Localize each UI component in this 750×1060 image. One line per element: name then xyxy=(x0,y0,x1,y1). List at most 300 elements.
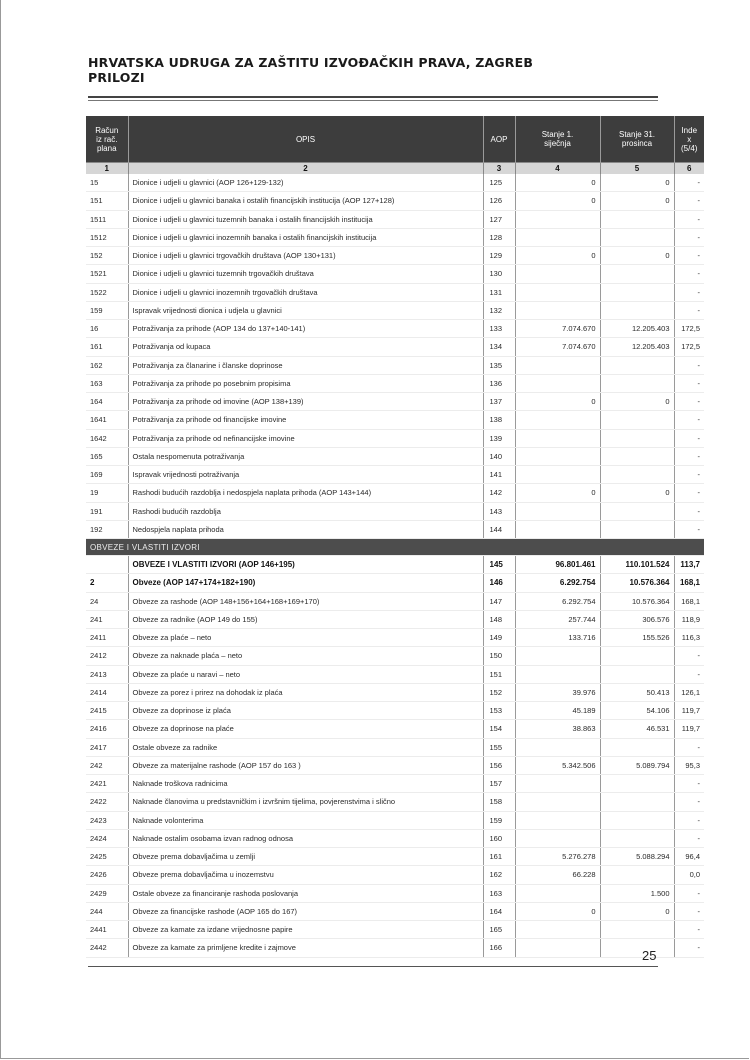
table-row xyxy=(86,629,704,647)
cell-racun: 1511 xyxy=(86,210,128,228)
cell-racun: 191 xyxy=(86,502,128,520)
document-title: HRVATSKA UDRUGA ZA ZAŠTITU IZVOĐAČKIH PRAVA, ZAGREB xyxy=(88,55,534,70)
cell-indeks: 168,1 xyxy=(674,574,704,592)
cell-opis: Dionice i udjeli u glavnici trgovačkih društava (AOP 130+131) xyxy=(128,247,483,265)
cell-stanje-1: 5.342.506 xyxy=(515,756,600,774)
cell-racun: 192 xyxy=(86,520,128,538)
cell-aop: 136 xyxy=(483,374,515,392)
cell-indeks: - xyxy=(674,793,704,811)
cell-stanje-31 xyxy=(600,283,674,301)
table-row xyxy=(86,447,704,465)
cell-indeks: - xyxy=(674,356,704,374)
cell-aop: 133 xyxy=(483,320,515,338)
cell-indeks: - xyxy=(674,210,704,228)
cell-racun: 241 xyxy=(86,610,128,628)
cell-racun: 2426 xyxy=(86,866,128,884)
cell-indeks: 116,3 xyxy=(674,629,704,647)
cell-aop: 160 xyxy=(483,829,515,847)
cell-stanje-1: 0 xyxy=(515,174,600,192)
cell-racun: 164 xyxy=(86,393,128,411)
cell-stanje-31: 5.089.794 xyxy=(600,756,674,774)
cell-opis: Potraživanja za članarine i članske doprinose xyxy=(128,356,483,374)
table-row xyxy=(86,556,704,574)
cell-indeks: - xyxy=(674,228,704,246)
table-row xyxy=(86,374,704,392)
column-number-row xyxy=(86,163,704,175)
cell-aop: 157 xyxy=(483,775,515,793)
column-header-row xyxy=(86,116,704,163)
cell-opis: Obveze za plaće u naravi – neto xyxy=(128,665,483,683)
cell-racun: 151 xyxy=(86,192,128,210)
table-row xyxy=(86,775,704,793)
cell-indeks: 172,5 xyxy=(674,338,704,356)
cell-indeks: - xyxy=(674,738,704,756)
cell-aop: 125 xyxy=(483,174,515,192)
cell-aop: 155 xyxy=(483,738,515,756)
table-row xyxy=(86,866,704,884)
cell-opis: Ostale obveze za financiranje rashoda poslovanja xyxy=(128,884,483,902)
column-header-indeks: Inde x (5/4) xyxy=(674,116,704,163)
cell-stanje-1: 96.801.461 xyxy=(515,556,600,574)
cell-racun: 2429 xyxy=(86,884,128,902)
table-header xyxy=(86,116,704,174)
cell-stanje-31 xyxy=(600,447,674,465)
table-row xyxy=(86,247,704,265)
table-row xyxy=(86,228,704,246)
table-row xyxy=(86,174,704,192)
cell-aop: 141 xyxy=(483,466,515,484)
cell-indeks: - xyxy=(674,902,704,920)
cell-indeks: - xyxy=(674,466,704,484)
cell-stanje-31: 0 xyxy=(600,393,674,411)
cell-aop: 131 xyxy=(483,283,515,301)
column-header-stanje-1: Stanje 1. siječnja xyxy=(515,116,600,163)
cell-opis: Obveze za porez i prirez na dohodak iz plaća xyxy=(128,683,483,701)
cell-stanje-1 xyxy=(515,356,600,374)
cell-aop: 151 xyxy=(483,665,515,683)
cell-stanje-31 xyxy=(600,429,674,447)
cell-stanje-1: 38.863 xyxy=(515,720,600,738)
table-row xyxy=(86,902,704,920)
cell-aop: 126 xyxy=(483,192,515,210)
cell-indeks: - xyxy=(674,811,704,829)
cell-stanje-1 xyxy=(515,921,600,939)
cell-stanje-31: 155.526 xyxy=(600,629,674,647)
cell-racun: 2413 xyxy=(86,665,128,683)
cell-opis: Ostale obveze za radnike xyxy=(128,738,483,756)
cell-indeks: - xyxy=(674,429,704,447)
cell-racun: 152 xyxy=(86,247,128,265)
cell-stanje-1 xyxy=(515,647,600,665)
table-row xyxy=(86,574,704,592)
cell-opis: Potraživanja za prihode od financijske imovine xyxy=(128,411,483,429)
cell-stanje-31 xyxy=(600,647,674,665)
cell-indeks: 126,1 xyxy=(674,683,704,701)
header-rule-thick xyxy=(88,96,658,98)
cell-opis: Naknade ostalim osobama izvan radnog odnosa xyxy=(128,829,483,847)
cell-stanje-31 xyxy=(600,301,674,319)
table-row xyxy=(86,829,704,847)
cell-indeks: - xyxy=(674,520,704,538)
column-number: 5 xyxy=(600,163,674,175)
cell-aop: 156 xyxy=(483,756,515,774)
cell-racun: 2423 xyxy=(86,811,128,829)
cell-opis: Potraživanja za prihode od imovine (AOP 138+139) xyxy=(128,393,483,411)
cell-racun: 165 xyxy=(86,447,128,465)
cell-opis: Rashodi budućih razdoblja i nedospjela naplata prihoda (AOP 143+144) xyxy=(128,484,483,502)
table-row xyxy=(86,265,704,283)
cell-racun: 1641 xyxy=(86,411,128,429)
table-row xyxy=(86,756,704,774)
cell-opis: Obveze za kamate za primljene kredite i zajmove xyxy=(128,939,483,957)
cell-indeks: - xyxy=(674,484,704,502)
section-label: OBVEZE I VLASTITI IZVORI xyxy=(86,539,704,556)
cell-stanje-31: 5.088.294 xyxy=(600,848,674,866)
column-number: 6 xyxy=(674,163,704,175)
cell-opis: Potraživanja za prihode (AOP 134 do 137+140-141) xyxy=(128,320,483,338)
cell-aop: 153 xyxy=(483,702,515,720)
cell-indeks: - xyxy=(674,884,704,902)
cell-aop: 135 xyxy=(483,356,515,374)
cell-racun: 2425 xyxy=(86,848,128,866)
cell-aop: 138 xyxy=(483,411,515,429)
cell-aop: 134 xyxy=(483,338,515,356)
cell-opis: Obveze prema dobavljačima u zemlji xyxy=(128,848,483,866)
footer-rule xyxy=(88,966,658,967)
cell-aop: 143 xyxy=(483,502,515,520)
cell-racun: 2415 xyxy=(86,702,128,720)
cell-indeks: - xyxy=(674,192,704,210)
cell-opis: Dionice i udjeli u glavnici inozemnih banaka i ostalih financijskih institucija xyxy=(128,228,483,246)
cell-stanje-1 xyxy=(515,738,600,756)
cell-racun: 242 xyxy=(86,756,128,774)
cell-stanje-1: 6.292.754 xyxy=(515,592,600,610)
cell-stanje-1 xyxy=(515,520,600,538)
cell-stanje-1 xyxy=(515,429,600,447)
cell-opis: Obveze za rashode (AOP 148+156+164+168+169+170) xyxy=(128,592,483,610)
cell-opis: Obveze za materijalne rashode (AOP 157 do 163 ) xyxy=(128,756,483,774)
cell-indeks: - xyxy=(674,939,704,957)
cell-stanje-31 xyxy=(600,921,674,939)
cell-racun: 19 xyxy=(86,484,128,502)
table-row xyxy=(86,811,704,829)
cell-racun: 16 xyxy=(86,320,128,338)
cell-stanje-31 xyxy=(600,866,674,884)
cell-racun: 244 xyxy=(86,902,128,920)
cell-stanje-1: 0 xyxy=(515,192,600,210)
cell-aop: 154 xyxy=(483,720,515,738)
cell-stanje-31 xyxy=(600,738,674,756)
table-row xyxy=(86,520,704,538)
column-number: 4 xyxy=(515,163,600,175)
cell-aop: 158 xyxy=(483,793,515,811)
document-subtitle: PRILOZI xyxy=(88,70,145,85)
cell-stanje-31 xyxy=(600,411,674,429)
cell-aop: 148 xyxy=(483,610,515,628)
table-row xyxy=(86,484,704,502)
cell-stanje-31 xyxy=(600,665,674,683)
cell-stanje-31: 10.576.364 xyxy=(600,592,674,610)
cell-aop: 152 xyxy=(483,683,515,701)
cell-stanje-31: 10.576.364 xyxy=(600,574,674,592)
cell-stanje-1 xyxy=(515,665,600,683)
document-header xyxy=(88,55,658,101)
column-header-opis: OPIS xyxy=(128,116,483,163)
cell-stanje-31: 0 xyxy=(600,484,674,502)
cell-stanje-1 xyxy=(515,884,600,902)
table-row xyxy=(86,466,704,484)
cell-indeks: - xyxy=(674,502,704,520)
cell-indeks: - xyxy=(674,665,704,683)
cell-stanje-1: 0 xyxy=(515,484,600,502)
cell-stanje-31 xyxy=(600,228,674,246)
cell-opis: Obveze za kamate za izdane vrijednosne papire xyxy=(128,921,483,939)
cell-stanje-1: 0 xyxy=(515,393,600,411)
cell-stanje-31 xyxy=(600,265,674,283)
cell-stanje-1: 133.716 xyxy=(515,629,600,647)
cell-stanje-1: 257.744 xyxy=(515,610,600,628)
cell-aop: 130 xyxy=(483,265,515,283)
cell-stanje-31: 50.413 xyxy=(600,683,674,701)
cell-aop: 140 xyxy=(483,447,515,465)
cell-opis: Ispravak vrijednosti dionica i udjela u glavnici xyxy=(128,301,483,319)
cell-stanje-31: 0 xyxy=(600,902,674,920)
cell-opis: Obveze za plaće – neto xyxy=(128,629,483,647)
cell-indeks: 96,4 xyxy=(674,848,704,866)
cell-racun: 2424 xyxy=(86,829,128,847)
cell-stanje-31: 306.576 xyxy=(600,610,674,628)
table-row xyxy=(86,610,704,628)
cell-aop: 127 xyxy=(483,210,515,228)
table-row xyxy=(86,702,704,720)
cell-indeks: 172,5 xyxy=(674,320,704,338)
cell-stanje-1 xyxy=(515,466,600,484)
cell-indeks: - xyxy=(674,283,704,301)
cell-indeks: - xyxy=(674,775,704,793)
cell-opis: Dionice i udjeli u glavnici banaka i ostalih financijskih institucija (AOP 127+128) xyxy=(128,192,483,210)
cell-aop: 163 xyxy=(483,884,515,902)
cell-indeks: 168,1 xyxy=(674,592,704,610)
cell-indeks: 118,9 xyxy=(674,610,704,628)
balance-sheet-table xyxy=(86,116,704,958)
table-row xyxy=(86,210,704,228)
cell-racun: 1522 xyxy=(86,283,128,301)
cell-stanje-31: 0 xyxy=(600,174,674,192)
table-row xyxy=(86,884,704,902)
cell-opis: Obveze za naknade plaća – neto xyxy=(128,647,483,665)
cell-stanje-1: 6.292.754 xyxy=(515,574,600,592)
cell-racun: 1521 xyxy=(86,265,128,283)
balance-sheet-table-wrapper xyxy=(86,116,704,958)
cell-stanje-31: 12.205.403 xyxy=(600,320,674,338)
cell-stanje-31 xyxy=(600,502,674,520)
cell-racun: 2417 xyxy=(86,738,128,756)
cell-racun: 1512 xyxy=(86,228,128,246)
table-row xyxy=(86,665,704,683)
table-row xyxy=(86,411,704,429)
cell-indeks: - xyxy=(674,647,704,665)
cell-stanje-31 xyxy=(600,829,674,847)
cell-racun: 2441 xyxy=(86,921,128,939)
cell-indeks: - xyxy=(674,301,704,319)
cell-indeks: - xyxy=(674,447,704,465)
cell-aop: 128 xyxy=(483,228,515,246)
cell-racun: 163 xyxy=(86,374,128,392)
cell-opis: Nedospjela naplata prihoda xyxy=(128,520,483,538)
table-row xyxy=(86,320,704,338)
cell-stanje-1: 0 xyxy=(515,247,600,265)
cell-stanje-1: 45.189 xyxy=(515,702,600,720)
cell-stanje-1 xyxy=(515,775,600,793)
cell-opis: Potraživanja za prihode od nefinancijske imovine xyxy=(128,429,483,447)
cell-indeks: - xyxy=(674,411,704,429)
cell-opis: Dionice i udjeli u glavnici tuzemnih trgovačkih društava xyxy=(128,265,483,283)
cell-stanje-31: 54.106 xyxy=(600,702,674,720)
cell-aop: 132 xyxy=(483,301,515,319)
column-number: 1 xyxy=(86,163,128,175)
table-body xyxy=(86,174,704,957)
cell-racun: 169 xyxy=(86,466,128,484)
table-row xyxy=(86,356,704,374)
cell-opis: Obveze prema dobavljačima u inozemstvu xyxy=(128,866,483,884)
cell-indeks: - xyxy=(674,829,704,847)
cell-stanje-31: 110.101.524 xyxy=(600,556,674,574)
cell-opis: Obveze za radnike (AOP 149 do 155) xyxy=(128,610,483,628)
cell-stanje-1 xyxy=(515,374,600,392)
table-row xyxy=(86,921,704,939)
cell-stanje-1 xyxy=(515,228,600,246)
column-header-aop: AOP xyxy=(483,116,515,163)
cell-opis: Rashodi budućih razdoblja xyxy=(128,502,483,520)
cell-stanje-31: 46.531 xyxy=(600,720,674,738)
cell-aop: 166 xyxy=(483,939,515,957)
cell-aop: 129 xyxy=(483,247,515,265)
cell-aop: 145 xyxy=(483,556,515,574)
table-row xyxy=(86,720,704,738)
header-rule-thin xyxy=(88,100,658,101)
cell-indeks: - xyxy=(674,393,704,411)
cell-stanje-1: 39.976 xyxy=(515,683,600,701)
cell-stanje-1 xyxy=(515,811,600,829)
cell-stanje-1 xyxy=(515,210,600,228)
cell-racun: 24 xyxy=(86,592,128,610)
cell-opis: Naknade članovima u predstavničkim i izvršnim tijelima, povjerenstvima i slično xyxy=(128,793,483,811)
cell-aop: 161 xyxy=(483,848,515,866)
cell-racun: 2411 xyxy=(86,629,128,647)
cell-indeks: 95,3 xyxy=(674,756,704,774)
table-row xyxy=(86,738,704,756)
cell-stanje-31 xyxy=(600,811,674,829)
column-number: 3 xyxy=(483,163,515,175)
cell-indeks: - xyxy=(674,374,704,392)
page-number: 25 xyxy=(642,948,657,963)
cell-opis: Dionice i udjeli u glavnici tuzemnih banaka i ostalih financijskih institucija xyxy=(128,210,483,228)
cell-stanje-1 xyxy=(515,301,600,319)
cell-racun: 2 xyxy=(86,574,128,592)
cell-stanje-1: 0 xyxy=(515,902,600,920)
cell-racun: 1642 xyxy=(86,429,128,447)
cell-stanje-31 xyxy=(600,356,674,374)
table-row xyxy=(86,939,704,957)
cell-stanje-1: 66.228 xyxy=(515,866,600,884)
cell-stanje-1 xyxy=(515,829,600,847)
cell-stanje-1: 7.074.670 xyxy=(515,338,600,356)
table-row xyxy=(86,393,704,411)
cell-indeks: 113,7 xyxy=(674,556,704,574)
table-row xyxy=(86,192,704,210)
cell-indeks: 119,7 xyxy=(674,702,704,720)
table-row xyxy=(86,683,704,701)
cell-racun: 161 xyxy=(86,338,128,356)
cell-aop: 142 xyxy=(483,484,515,502)
table-row xyxy=(86,502,704,520)
cell-stanje-31 xyxy=(600,775,674,793)
cell-stanje-31 xyxy=(600,939,674,957)
cell-racun: 2421 xyxy=(86,775,128,793)
cell-stanje-1 xyxy=(515,265,600,283)
cell-aop: 139 xyxy=(483,429,515,447)
cell-racun: 2414 xyxy=(86,683,128,701)
cell-stanje-31 xyxy=(600,466,674,484)
cell-opis: Naknade troškova radnicima xyxy=(128,775,483,793)
cell-indeks: 0,0 xyxy=(674,866,704,884)
cell-aop: 164 xyxy=(483,902,515,920)
cell-stanje-1: 7.074.670 xyxy=(515,320,600,338)
cell-stanje-31: 0 xyxy=(600,247,674,265)
cell-opis: Obveze za financijske rashode (AOP 165 do 167) xyxy=(128,902,483,920)
cell-stanje-31: 1.500 xyxy=(600,884,674,902)
column-header-racun: Račun iz rač. plana xyxy=(86,116,128,163)
cell-opis: Dionice i udjeli u glavnici inozemnih trgovačkih društava xyxy=(128,283,483,301)
cell-stanje-31 xyxy=(600,210,674,228)
cell-stanje-31: 0 xyxy=(600,192,674,210)
cell-stanje-1 xyxy=(515,502,600,520)
cell-opis: Obveze (AOP 147+174+182+190) xyxy=(128,574,483,592)
cell-stanje-1: 5.276.278 xyxy=(515,848,600,866)
cell-stanje-1 xyxy=(515,939,600,957)
table-row xyxy=(86,283,704,301)
cell-stanje-31: 12.205.403 xyxy=(600,338,674,356)
cell-stanje-1 xyxy=(515,283,600,301)
cell-opis: OBVEZE I VLASTITI IZVORI (AOP 146+195) xyxy=(128,556,483,574)
cell-aop: 146 xyxy=(483,574,515,592)
cell-aop: 159 xyxy=(483,811,515,829)
cell-indeks: - xyxy=(674,265,704,283)
cell-racun: 2422 xyxy=(86,793,128,811)
cell-racun xyxy=(86,556,128,574)
table-row xyxy=(86,848,704,866)
cell-aop: 165 xyxy=(483,921,515,939)
cell-racun: 15 xyxy=(86,174,128,192)
column-number: 2 xyxy=(128,163,483,175)
cell-indeks: 119,7 xyxy=(674,720,704,738)
cell-stanje-1 xyxy=(515,411,600,429)
cell-opis: Naknade volonterima xyxy=(128,811,483,829)
cell-racun: 2412 xyxy=(86,647,128,665)
table-row xyxy=(86,592,704,610)
cell-indeks: - xyxy=(674,247,704,265)
column-header-stanje-31: Stanje 31. prosinca xyxy=(600,116,674,163)
cell-opis: Ispravak vrijednosti potraživanja xyxy=(128,466,483,484)
cell-opis: Obveze za doprinose na plaće xyxy=(128,720,483,738)
cell-stanje-31 xyxy=(600,374,674,392)
cell-racun: 2416 xyxy=(86,720,128,738)
cell-aop: 137 xyxy=(483,393,515,411)
cell-stanje-31 xyxy=(600,793,674,811)
cell-opis: Potraživanja za prihode po posebnim propisima xyxy=(128,374,483,392)
cell-opis: Obveze za doprinose iz plaća xyxy=(128,702,483,720)
table-row xyxy=(86,301,704,319)
